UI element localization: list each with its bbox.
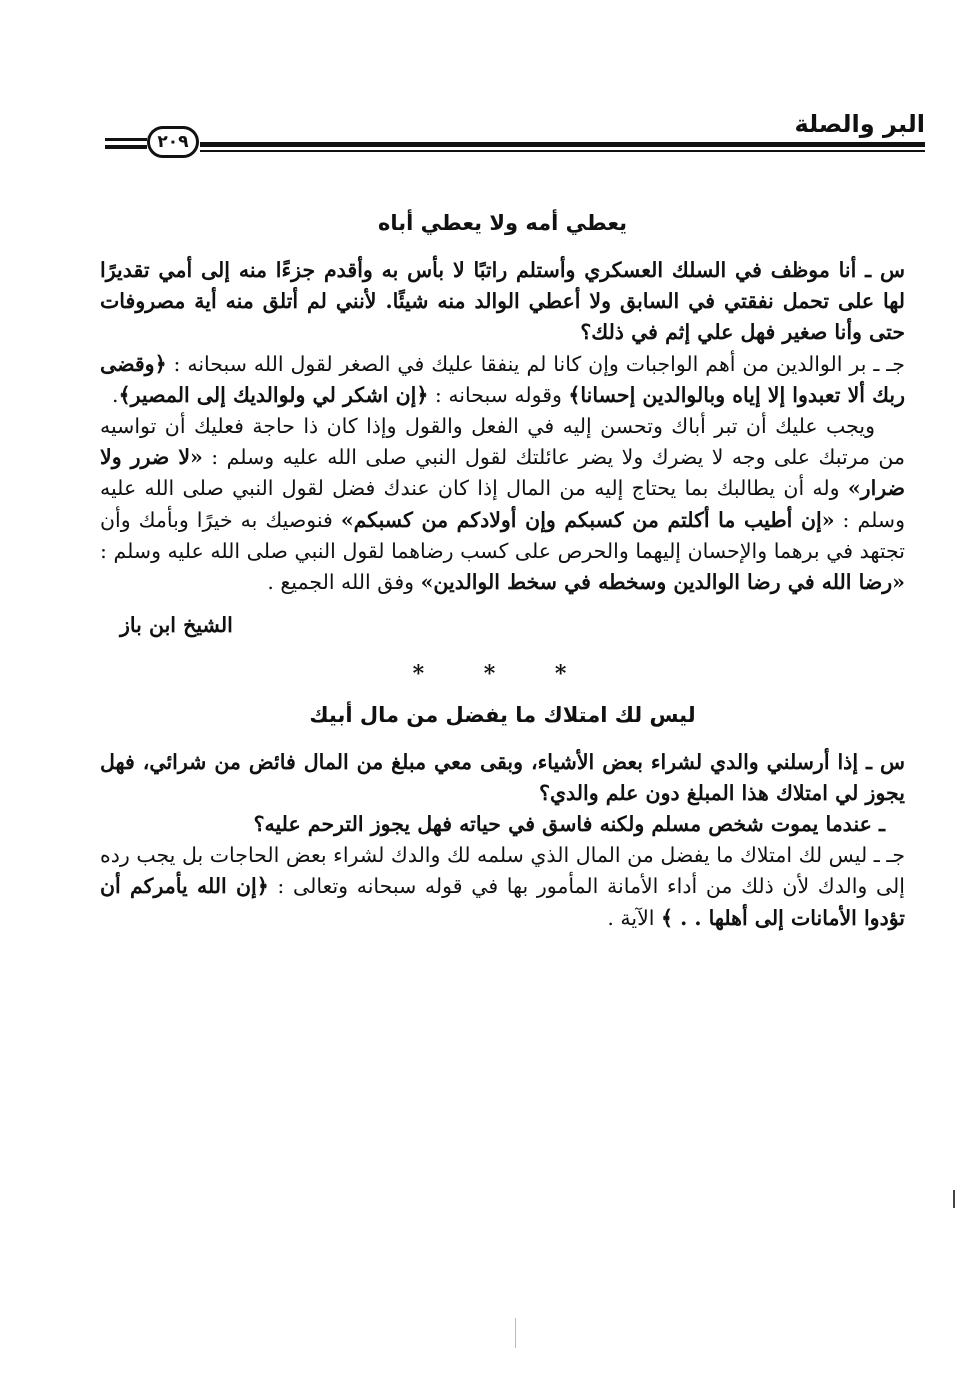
header-rule-thin <box>200 150 925 152</box>
signature: الشيخ ابن باز <box>120 613 233 638</box>
hadith-3: «رضا الله في رضا الوالدين وسخطه في سخط الوالدين» <box>420 570 905 595</box>
question-2b: ـ عندما يموت شخص مسلم ولكنه فاسق في حياته فهل يجوز الترحم عليه؟ <box>253 812 885 837</box>
header-rule-left-bottom <box>105 145 147 149</box>
p2-text-1: ويجب عليك أن تبر أباك وتحسن إليه في الفعل والقول وإذا كان ذا حاجة فعليك أن تواسيه من مرتبك على وجه لا يضرك ولا يضر عائلتك لقول النبي صلى الله عليه وسلم : <box>100 414 905 470</box>
question-1: س ـ أنا موظف في السلك العسكري وأستلم راتبًا لا بأس به وأقدم جزءًا منه إلى أمي تقديرًا لها على تحمل نفقتي في السابق ولا أعطي الوالد منه شيئًا. لأنني لم أتلق منه أية مصروفات حتى وأنا صغير فهل علي إثم في ذلك؟ <box>100 258 905 345</box>
running-title: البر والصلة <box>794 110 925 138</box>
answer-1 <box>100 349 905 411</box>
section-heading-1: يعطي أمه ولا يعطي أباه <box>377 211 628 235</box>
page-content <box>100 205 905 934</box>
hadith-1: «لا ضرر ولا ضرار» <box>100 445 905 501</box>
p2-text-2: وله أن يطالبك بما يحتاج إليه من المال إذا كان عندك فضل لقول النبي صلى الله عليه وسلم : <box>100 476 905 532</box>
answer-2-text: جـ ـ ليس لك امتلاك ما يفضل من المال الذي سلمه لك والدك لشراء بعض الحاجات بل يجب رده إلى والدك لأن ذلك من أداء الأمانة المأمور بها في قوله سبحانه وتعالى : <box>100 843 905 899</box>
verse-2: ﴿إن اشكر لي ولوالديك إلى المصير﴾ <box>118 382 429 407</box>
verse-1: ﴿وقضى ربك ألا تعبدوا إلا إياه وبالوالدين إحسانا﴾ <box>100 351 905 407</box>
answer-2-end: الآية . <box>607 905 661 930</box>
scan-mark <box>515 1318 516 1348</box>
answer-1-paragraph-2 <box>100 411 905 598</box>
header-rule-left-top <box>105 138 147 141</box>
verse-3: ﴿إن الله يأمركم أن تؤدوا الأمانات إلى أهلها . . ﴾ <box>100 874 905 930</box>
question-2: س ـ إذا أرسلني والدي لشراء بعض الأشياء، وبقى معي مبلغ من المال فائض من شرائي، فهل يجوز لي امتلاك هذا المبلغ دون علم والدي؟ <box>100 749 905 805</box>
verse-connector: وقوله سبحانه : <box>428 382 569 407</box>
p2-text-3: فنوصيك به خيرًا وبأمك وأن تجتهد في برهما والإحسان إليهما والحرص على كسب رضاهما لقول النبي صلى الله عليه وسلم : <box>100 507 905 563</box>
page-edge-mark <box>953 1190 955 1208</box>
section-heading-2: ليس لك امتلاك ما يفضل من مال أبيك <box>309 702 696 727</box>
answer-1-intro: جـ ـ بر الوالدين من أهم الواجبات وإن كانا لم ينفقا عليك في الصغر لقول الله سبحانه : <box>173 351 905 376</box>
verse-2-end: . <box>112 382 119 407</box>
page-header <box>105 110 925 160</box>
page-number: ٢٠٩ <box>147 126 199 158</box>
section-separator: * * * <box>412 661 593 688</box>
hadith-2: «إن أطيب ما أكلتم من كسبكم وإن أولادكم من كسبكم» <box>340 507 835 532</box>
header-rule-thick <box>200 142 925 147</box>
answer-2 <box>100 840 905 934</box>
p2-text-4: وفق الله الجميع . <box>267 570 421 595</box>
